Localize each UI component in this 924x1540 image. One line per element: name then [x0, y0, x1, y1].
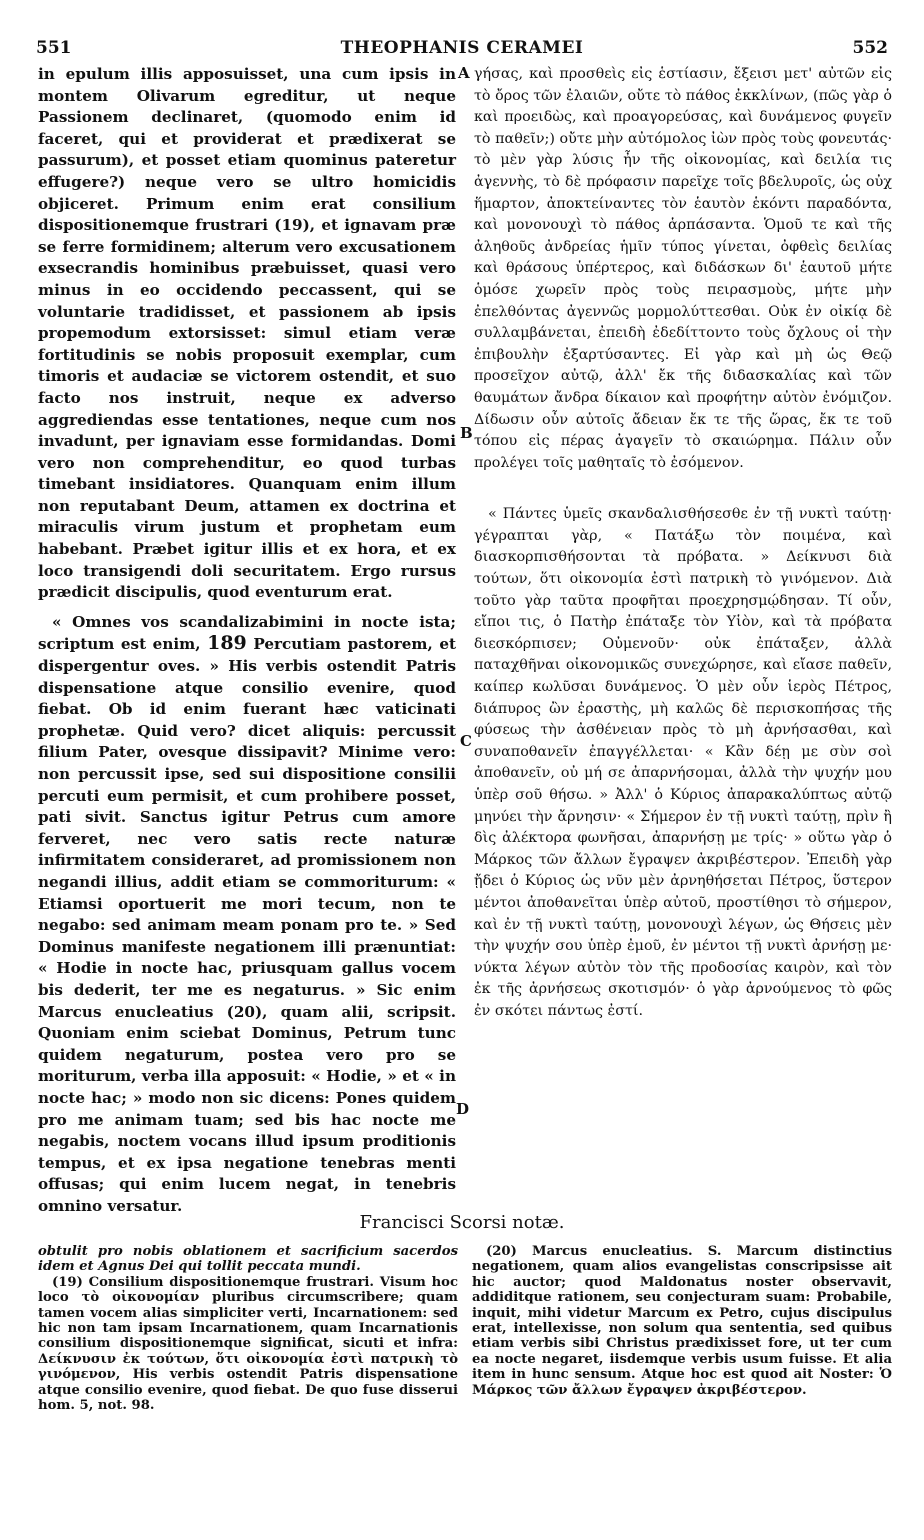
- latin-paragraph-2-start: « Omnes vos scandalizabimini in nocte ista; scriptum est enim,: [38, 612, 456, 654]
- page-number-right: 552: [852, 38, 888, 58]
- column-marker-d: D: [456, 1100, 470, 1118]
- greek-paragraph-1: γήσας, καὶ προσθεὶς εἰς ἑστίασιν, ἔξεισι μετ' αὐτῶν εἰς τὸ ὄρος τῶν ἐλαιῶν, οὔτε τὸ πάθος ἐκκλίνων, (πῶς γὰρ ὁ καὶ προειδὼς, καὶ προαγορεύσας, καὶ δυνάμενος φυγεῖν τὸ παθεῖν;) οὔτε μὴν αὐτόμολος ἰὼν πρὸς τοὺς φονευτάς· τὸ μὲν γὰρ λύσις ἦν τῆς οἰκονομίας, καὶ δειλία τις ἀγεννὴς, τὸ δὲ πρόφασιν παρεῖχε τοῖς βδελυροῖς, ὡς οὐχ ἥμαρτον, ἀποκτείναντες τὸν ἑαυτὸν ἑκόντι παραδόντα, καὶ μονονουχὶ τὸ πάθος ἁρπάσαντα. Ὁμοῦ τε καὶ τῆς ἀληθοῦς ἀνδρείας ἡμῖν τύπος γίνεται, ὀφθεὶς δειλίας καὶ θράσους ὑπέρτερος, καὶ διδάσκων δι' ἑαυτοῦ μήτε ὁμόσε χωρεῖν πρὸς τοὺς πειρασμοὺς, μήτε μὴν ἐπελθόντας ἀγεννῶς μορμολύττεσθαι. Οὐκ ἐν οἰκίᾳ δὲ συλλαμβάνεται, ἐπειδὴ ἐδεδίττοντο τοὺς ὄχλους οἱ τὴν ἐπιβουλὴν ἐξαρτύσαντες. Εἰ γὰρ καὶ μὴ ὡς Θεῷ προσεῖχον αὐτῷ, ἀλλ' ἔκ τῆς διδασκαλίας καὶ τῶν θαυμάτων ἄνδρα δίκαιον καὶ προφήτην αὐτὸν ἐνόμιζον. Δίδωσιν οὖν αὐτοῖς ἄδειαν ἔκ τε τῆς ὥρας, ἔκ τε τοῦ τόπου εἰς πέρας ἀγαγεῖν τὸ σκαιώρημα. Πάλιν οὖν προλέγει τοῖς μαθηταῖς τὸ ἐσόμενον.: [474, 66, 892, 471]
- notes-right-column: [472, 1244, 892, 1398]
- column-marker-b: B: [460, 424, 473, 442]
- note-19: (19) Consilium dispositionemque frustrari. Visum hoc loco τὸ οἰκονομίαν pluribus circumscribere; quam tamen vocem alias simpliciter verti, Incarnationem: sed hic non tam ipsam Incarnationem, quam Incarnationis consilium dispositionemque significat, sicuti et infra: Δείκνυσιν ἐκ τούτων, ὅτι οἰκονομία ἐστὶ πατρικὴ τὸ γινόμενον, His verbis ostendit Patris dispensatione atque consilio evenire, quod fiebat. De quo fuse disserui hom. 5, not. 98.: [38, 1274, 458, 1414]
- latin-paragraph-2: [38, 612, 456, 1218]
- margin-page-number: 189: [207, 632, 247, 655]
- column-marker-a: A: [458, 64, 470, 82]
- running-title: THEOPHANIS CERAMEI: [340, 38, 584, 58]
- latin-column: [38, 64, 456, 1217]
- page-number-left: 551: [36, 38, 72, 58]
- notes-left-column: [38, 1244, 458, 1413]
- greek-column: [474, 64, 892, 1023]
- column-marker-c: C: [460, 732, 472, 750]
- latin-paragraph-2-rest: Percutiam pastorem, et dispergentur oves. » His verbis ostendit Patris dispensatione atque consilio evenire, quod fiebat. Ob id enim fuerant hæc vaticinati prophetæ. Quid vero? dicet aliquis: percussit filium Pater, ovesque dissipavit? Minime vero: non percussit ipse, sed sui dispositione consilii percuti eum permisit, et cum prohibere posset, pati sivit. Sanctus igitur Petrus cum amore ferveret, nec vero satis recte naturæ infirmitatem consideraret, ad promissionem non negandi illius, addit etiam se commoriturum: « Etiamsi oportuerit me mori tecum, non te negabo: sed animam meam ponam pro te. » Sed Dominus manifeste negationem illi prænuntiat: « Hodie in nocte hac, priusquam gallus vocem bis dederit, ter me es negaturus. » Sic enim Marcus enucleatius (20), quam alii, scripsit. Quoniam enim sciebat Dominus, Petrum tunc quidem negaturum, postea vero pro se moriturum, verba illa apposuit: « Hodie, » et « in nocte hac; » modo non sic dicens: Pones quidem pro me animam tuam; sed bis hac nocte me negabis, noctem vocans illud ipsum proditionis tempus, et ex ipsa negatione tenebras menti offusas; qui enim lucem negat, in tenebris omnino versatur.: [38, 635, 456, 1215]
- latin-paragraph-1: in epulum illis apposuisset, una cum ipsis in montem Olivarum egreditur, ut neque Passionem declinaret, (quomodo enim id faceret, qui et providerat et prædixerat se passurum), et posset etiam quominus pateretur effugere?) neque vero se ultro homicidis objiceret. Primum enim erat consilium dispositionemque frustrari (19), et ignavam præ se ferre formidinem; alterum vero excusationem exsecrandis hominibus præbuisset, quasi vero minus in eo occidendo peccassent, qui se voluntarie tradidisset, et passionem ab ipsis propemodum extorsisset: simul etiam veræ fortitudinis se nobis proposuit exemplar, cum timoris et audaciæ se victorem ostendit, et suo facto nos instruit, neque ex adverso aggrediendas esse tentationes, neque cum nos invadunt, per ignaviam esse formidandas. Domi vero non comprehenditur, eo quod turbas timebant insidiatores. Quanquam enim illum non reputabant Deum, attamen ex doctrina et miraculis virum justum et prophetam eum habebant. Præbet igitur illis et ex hora, et ex loco transigendi doli securitatem. Ergo rursus prædicit discipulis, quod eventurum erat.: [38, 65, 456, 602]
- greek-paragraph-2: « Πάντες ὑμεῖς σκανδαλισθήσεσθε ἐν τῇ νυκτὶ ταύτῃ· γέγραπται γὰρ, « Πατάξω τὸν ποιμένα, καὶ διασκορπισθήσονται τὰ πρόβατα. » Δείκνυσι διὰ τούτων, ὅτι οἰκονομία ἐστὶ πατρικὴ τὸ γινόμενον. Διὰ τοῦτο γὰρ ταῦτα προφῆται προεχρησμῴδησαν. Τί οὖν, εἴποι τις, ὁ Πατὴρ ἐπάταξε τὸν Υἱὸν, καὶ τὰ πρόβατα διεσκόρπισεν; Οὐμενοῦν· οὐκ ἐπάταξεν, ἀλλὰ παταχθῆναι οἰκονομικῶς συνεχώρησε, καὶ εἴασε παθεῖν, καίπερ κωλῦσαι δυνάμενος. Ὁ μὲν οὖν ἱερὸς Πέτρος, διάπυρος ὢν ἐραστὴς, μὴ καλῶς δὲ περισκοπήσας τῆς φύσεως τὴν ἀσθένειαν πρὸς τὸ μὴ ἀρνήσασθαι, καὶ συναποθανεῖν ἐπαγγέλλεται· « Κἂν δέῃ με σὺν σοὶ ἀποθανεῖν, οὐ μή σε ἀπαρνήσομαι, ἀλλὰ τὴν ψυχήν μου ὑπὲρ σοῦ θήσω. » Ἀλλ' ὁ Κύριος ἀπαρακαλύπτως αὐτῷ μηνύει τὴν ἄρνησιν· « Σήμερον ἐν τῇ νυκτὶ ταύτῃ, πρὶν ἢ δὶς ἀλέκτορα φωνῆσαι, ἀπαρνήσῃ με τρίς· » οὕτω γὰρ ὁ Μάρκος τῶν ἄλλων ἔγραψεν ἀκριβέστερον. Ἐπειδὴ γὰρ ᾔδει ὁ Κύριος ὡς νῦν μὲν ἀρνηθήσεται Πέτρος, ὕστερον μέντοι ἀποθανεῖται ὑπὲρ αὐτοῦ, προστίθησι τὸ σήμερον, καὶ ἐν τῇ νυκτὶ ταύτῃ, μονονουχὶ λέγων, ὡς Θήσεις μὲν τὴν ψυχήν σου ὑπὲρ ἐμοῦ, ἐν μέντοι τῇ νυκτὶ ἀρνήσῃ με· νύκτα λέγων αὐτὸν τὸν τῆς προδοσίας καιρὸν, καὶ τὸν ἐκ τῆς ἀρνήσεως σκοτισμόν· ὁ γὰρ ἀρνούμενος τὸ φῶς ἐν σκότει πάντως ἐστί.: [474, 506, 892, 1019]
- notes-title: Francisci Scorsi notæ.: [359, 1212, 565, 1233]
- page-header: [36, 38, 888, 64]
- note-20: (20) Marcus enucleatius. S. Marcum distinctius negationem, quam alios evangelistas conscripsisse ait hic auctor; quod Maldonatus noster observavit, addiditque rationem, seu conjecturam suam: Probabile, inquit, mihi videtur Marcum ex Petro, cujus discipulus erat, intellexisse, non solum qua sententia, sed quibus etiam verbis sibi Christus prædixisset fore, ut ter cum ea nocte negaret, iisdemque verbis usum fuisse. Et alia item in hunc sensum. Atque hoc est quod ait Noster: Ὁ Μάρκος τῶν ἄλλων ἔγραψεν ἀκριβέστερον.: [472, 1244, 892, 1398]
- note-continuation: obtulit pro nobis oblationem et sacrificium sacerdos idem et Agnus Dei qui tollit peccata mundi.: [38, 1244, 458, 1275]
